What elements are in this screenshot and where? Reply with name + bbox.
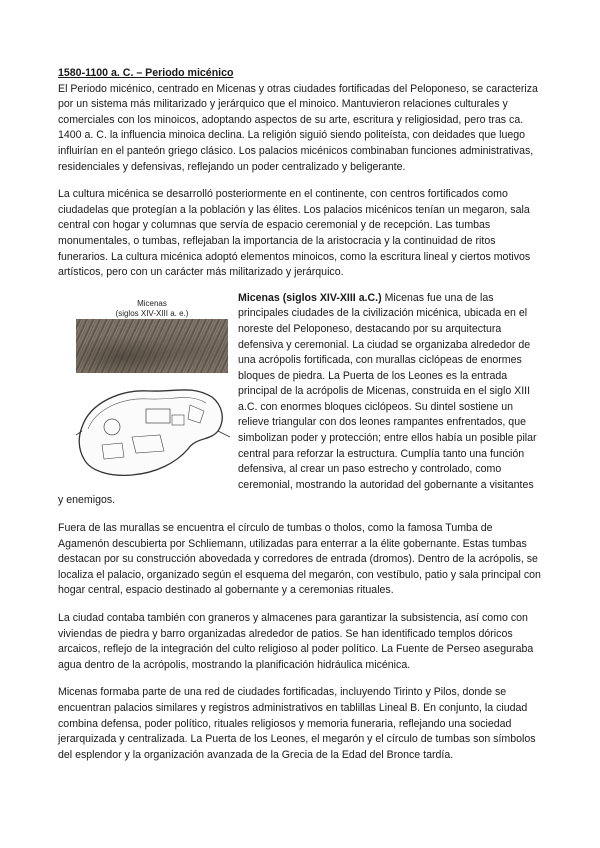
paragraph-mycenae-tail: y enemigos. [58, 494, 116, 507]
spacer [58, 175, 544, 187]
figure-caption [72, 299, 232, 319]
figure-caption-line1: Micenas [137, 298, 167, 308]
figure-caption-line2: (siglos XIV-XIII a. e.) [115, 308, 189, 318]
paragraph-granaries: La ciudad contaba también con graneros y almacenes para garantizar la subsistencia, así como con viviendas de piedra y barro organizadas alrededor de patios. Se han identificado templos dóricos arcaicos, reflejo de la integración del culto religioso al poder político. La Fuente de Perseo aseguraba agua dentro de la acrópolis, mostrando la planificación hidráulica micénica. [58, 612, 534, 671]
document-page [58, 66, 544, 763]
paragraph-network: Micenas formaba parte de una red de ciudades fortificadas, incluyendo Tirinto y Pilos, donde se encuentran palacios similares y registros administrativos en tablillas Lineal B. En conjunto, la ciudad combina defensa, poder político, rituales religiosos y memoria funeraria, reflejando una sociedad jerarquizada y centralizada. La Puerta de los Leones, el megarón y el círculo de tumbas son símbolos del esplendor y la organización avanzada de la Grecia de la Edad del Bronce tardía. [58, 686, 536, 761]
mycenae-description [238, 291, 544, 494]
mycenae-aerial-photo [76, 319, 228, 373]
section-heading: 1580-1100 a. C. – Periodo micénico [58, 67, 234, 79]
spacer [58, 509, 544, 521]
mycenae-body: Micenas fue una de las principales ciudades de la civilización micénica, ubicada en el noreste del Peloponeso, destacando por su arquitectura defensiva y ceremonial. La ciudad se organizaba alrededor de una acrópolis fortificada, con murallas ciclópeas de enormes bloques de piedra. La Puerta de los Leones es la entrada principal de la acrópolis de Micenas, construida en el siglo XIII a.C. con enormes bloques ciclópeos. Su dintel sostiene un relieve triangular con dos leones rampantes enfrentados, que simbolizan poder y protección; entre ellos había un posible pilar central para reforzar la estructura. Cumplía tanto una función defensiva, al crear un paso estrecho y controlado, como ceremonial, mostrando la autoridad del gobernante a visitantes [238, 291, 537, 491]
paragraph-mycenae [238, 291, 544, 494]
spacer [58, 673, 544, 685]
figure-section [58, 291, 544, 494]
paragraph-intro: El Periodo micénico, centrado en Micenas y otras ciudades fortificadas del Peloponeso, se caracteriza por un sistema más militarizado y jerárquico que el minoico. Mantuvieron relaciones culturales y comerciales con los minoicos, adoptando aspectos de su arte, escritura y religiosidad, pero tras ca. 1400 a. C. la influencia minoica declina. La religión siguió siendo politeísta, con deidades que luego influirían en el panteón griego clásico. Los palacios micénicos combinaban funciones administrativas, residenciales y defensivas, reflejando un poder centralizado y beligerante. [58, 82, 538, 173]
paragraph-culture: La cultura micénica se desarrolló posteriormente en el continente, con centros fortificados como ciudadelas que protegían a la población y las élites. Los palacios micénicos tenían un megaron, sala central con hogar y columnas que servía de espacio ceremonial y de recepción. Las tumbas monumentales, o tumbas, reflejaban la importancia de la aristocracia y la continuidad de ritos funerarios. La cultura micénica adoptó elementos minoicos, como la escritura lineal y ciertos motivos artísticos, pero con un carácter más militarizado y jerárquico. [58, 188, 531, 279]
paragraph-tombs: Fuera de las murallas se encuentra el círculo de tumbas o tholos, como la famosa Tumba de Agamenón descubierta por Schliemann, utilizadas para enterrar a la élite gobernante. Estas tumbas destacan por su construcción abovedada y corredores de entrada (dromos). Dentro de la acrópolis, se localiza el palacio, organizado según el esquema del megarón, con vestíbulo, patio y sala principal con hogar central, espacio destinado al gobernante y a ceremonias rituales. [58, 522, 541, 597]
mycenae-title: Micenas (siglos XIV-XIII a.C.) [238, 291, 382, 304]
spacer [58, 599, 544, 611]
mycenae-figure [72, 291, 232, 486]
acropolis-plan-drawing [72, 375, 232, 485]
